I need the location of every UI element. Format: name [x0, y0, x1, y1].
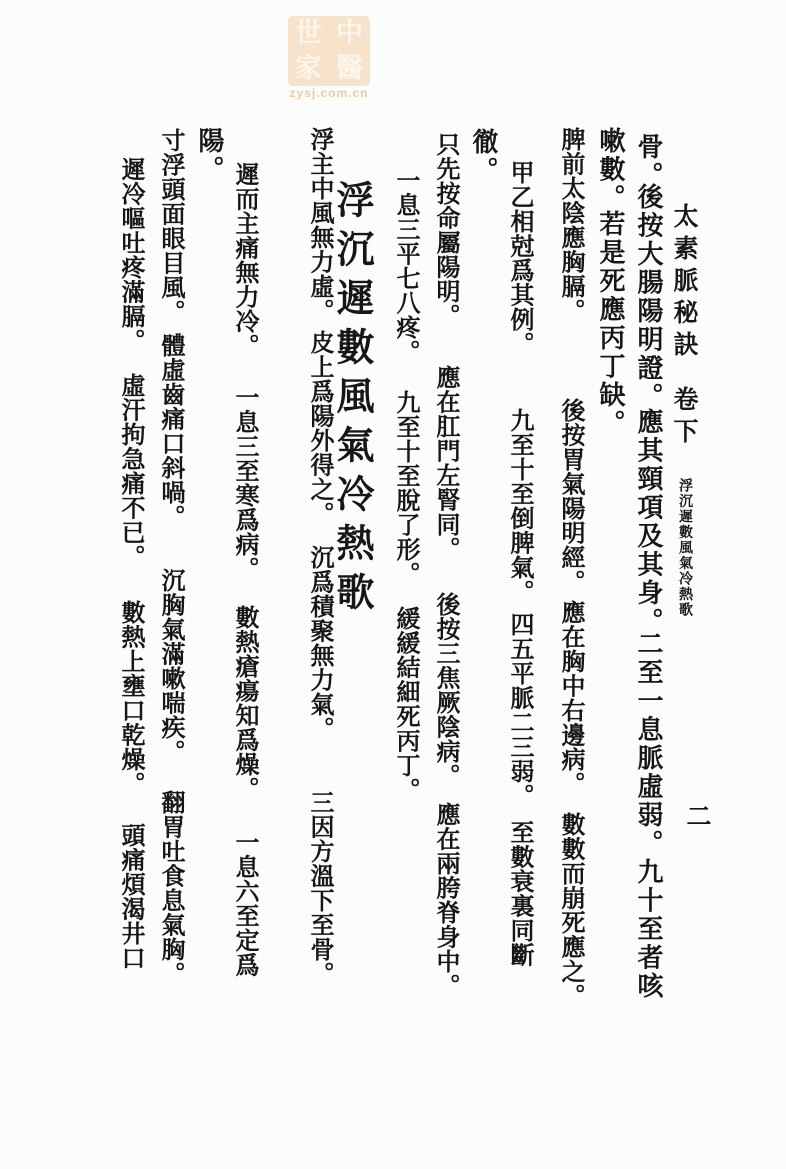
text-phrase: 應在肛門左腎同。 — [432, 365, 458, 561]
text-phrase: 翻胃吐食息氣胸。 — [157, 790, 183, 986]
text-phrase: 應在兩胯脊身中。 — [432, 802, 458, 998]
book-title: 太素脈秘訣 — [670, 203, 697, 363]
text-phrase: 甲乙相尅爲其例。 — [506, 160, 532, 356]
text-phrase: 脾前太陰應胸膈。 — [557, 127, 583, 323]
text-phrase: 二至一息脈虛弱。 — [634, 630, 663, 858]
text-phrase: 數數而崩死應之。 — [557, 812, 583, 1008]
text-phrase: 嗽數。 — [596, 127, 625, 213]
text-phrase: 體虛齒痛口斜喎。 — [157, 333, 183, 529]
text-phrase: 應在胸中右邊病。 — [557, 600, 583, 796]
seal-char: 家 — [295, 53, 322, 83]
volume-label: 卷下 — [670, 386, 697, 450]
text-phrase: 虛汗拘急痛不已。 — [117, 373, 143, 569]
text-phrase: 皮上爲陽外得之。 — [306, 330, 332, 526]
text-phrase: 後按大腸陽明證。 — [634, 183, 663, 411]
text-phrase: 沉胸氣滿嗽喘疾。 — [157, 568, 183, 764]
text-phrase: 一息三平七八疼。 — [392, 168, 418, 364]
watermark-url: zysj.com.cn — [289, 86, 369, 100]
running-section-title: 浮沉遲數風氣冷熱歌 — [677, 478, 692, 618]
text-phrase: 數熱上壅口乾燥。 — [117, 600, 143, 796]
text-phrase: 若是死應丙丁缺。 — [596, 210, 625, 438]
seal-char: 醫 — [336, 53, 363, 83]
text-phrase: 至數衰裏同斷 — [506, 820, 532, 967]
text-phrase: 後按三焦厥陰病。 — [432, 592, 458, 788]
page-number: 二 — [683, 803, 710, 828]
text-phrase: 骨。 — [634, 133, 663, 190]
text-phrase: 遲冷嘔吐疼滿膈。 — [117, 157, 143, 353]
text-phrase: 浮主中風無力虛。 — [306, 127, 332, 323]
text-phrase: 四五平脈二三弱。 — [506, 612, 532, 808]
text-phrase: 陽。 — [195, 127, 224, 184]
text-phrase: 遲而主痛無力冷。 — [231, 162, 257, 358]
text-phrase: 寸浮頭面眼目風。 — [157, 128, 183, 324]
text-phrase: 九至十至脫了形。 — [392, 390, 418, 586]
text-phrase: 九十至者咳 — [634, 858, 663, 1001]
text-phrase: 數熱瘡瘍知爲燥。 — [231, 605, 257, 801]
text-phrase: 後按胃氣陽明經。 — [557, 398, 583, 594]
text-phrase: 一息三至寒爲病。 — [231, 385, 257, 581]
watermark-seal — [288, 16, 370, 86]
text-phrase: 應其頸項及其身。 — [634, 408, 663, 636]
text-phrase: 一息六至定爲 — [231, 830, 257, 977]
text-phrase: 徹。 — [469, 128, 498, 185]
text-phrase: 緩緩結細死丙丁。 — [392, 606, 418, 802]
text-phrase: 沉爲積聚無力氣。 — [306, 545, 332, 741]
text-phrase: 三因方溫下至骨。 — [306, 790, 332, 986]
text-phrase: 九至十至倒脾氣。 — [506, 408, 532, 604]
seal-char: 世 — [295, 18, 322, 48]
text-phrase: 只先按命屬陽明。 — [432, 132, 458, 328]
seal-char: 中 — [336, 18, 363, 48]
section-title: 浮沉遲數風氣冷熱歌 — [330, 180, 372, 621]
text-phrase: 頭痛煩渴井口 — [117, 823, 143, 970]
